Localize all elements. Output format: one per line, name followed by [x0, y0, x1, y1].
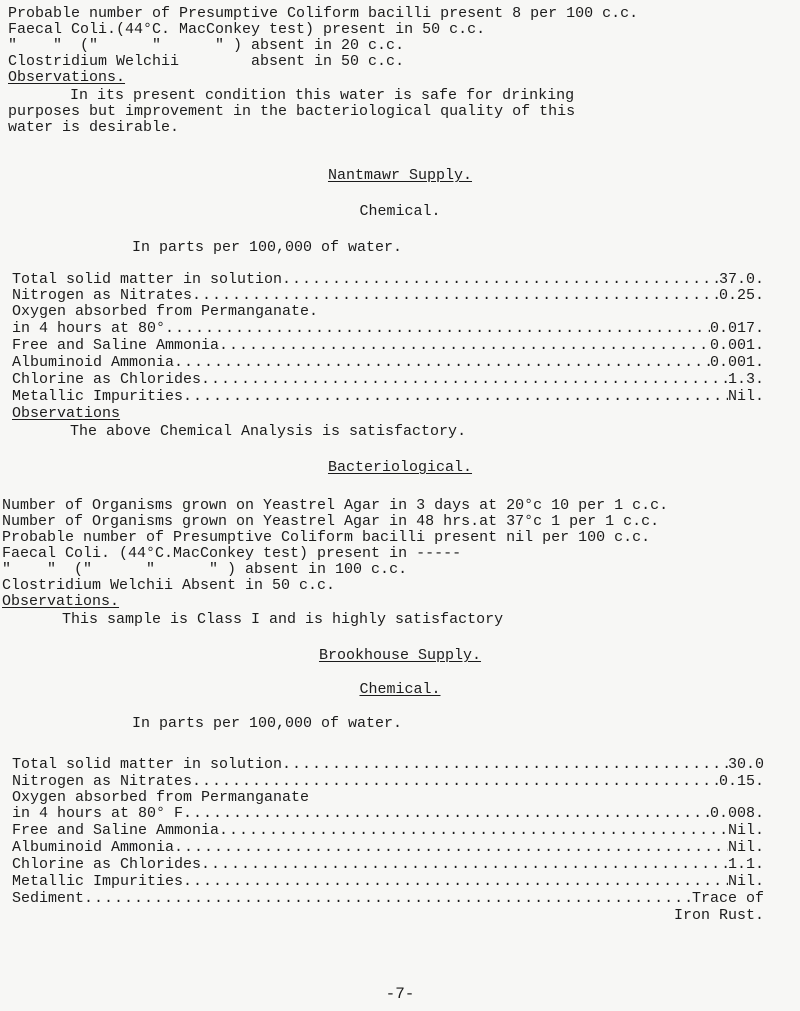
page-number: -7-	[385, 985, 415, 1003]
row-value: 0.001.	[709, 337, 764, 354]
faecal-coli-present-line: Faecal Coli.(44°C. MacConkey test) present in 50 c.c.	[8, 21, 486, 38]
bact-line-3: Probable number of Presumptive Coliform bacilli present nil per 100 c.c.	[2, 529, 651, 546]
leader-dots	[201, 857, 728, 873]
row-value: Nil.	[727, 873, 764, 890]
leader-dots	[192, 774, 719, 790]
leader-dots	[219, 338, 710, 354]
row-label: Nitrogen as Nitrates	[12, 773, 193, 790]
faecal-coli-absent-line: " " (" " " ) absent in 20 c.c.	[8, 37, 405, 54]
row-value: 0.017.	[709, 320, 764, 337]
row-value: 37.0.	[718, 271, 764, 288]
leader-dots	[219, 823, 728, 839]
leader-dots	[183, 389, 728, 405]
row-value: Trace of	[691, 890, 764, 907]
observations-heading: Observations.	[8, 69, 126, 86]
nantmawr-row	[12, 355, 764, 371]
brookhouse-row	[12, 857, 764, 873]
bact-observation-text: This sample is Class I and is highly satisfactory	[62, 611, 504, 628]
leader-dots	[201, 372, 728, 388]
coliform-line: Probable number of Presumptive Coliform bacilli present 8 per 100 c.c.	[8, 5, 639, 22]
brookhouse-row	[12, 806, 764, 822]
leader-dots	[84, 891, 692, 907]
leader-dots	[183, 806, 710, 822]
brookhouse-row	[12, 874, 764, 890]
leader-dots	[282, 757, 728, 773]
bact-line-4: Faecal Coli. (44°C.MacConkey test) present in -----	[2, 545, 462, 562]
observation-text-3: water is desirable.	[8, 119, 180, 136]
row-label: Total solid matter in solution	[12, 271, 283, 288]
bact-line-6: Clostridium Welchii Absent in 50 c.c.	[2, 577, 336, 594]
brookhouse-title: Brookhouse Supply.	[318, 647, 482, 664]
bacteriological-heading: Bacteriological.	[327, 459, 473, 476]
row-label: Chlorine as Chlorides	[12, 371, 202, 388]
row-label: Sediment	[12, 890, 85, 907]
bact-line-1: Number of Organisms grown on Yeastrel Agar in 3 days at 20°c 10 per 1 c.c.	[2, 497, 669, 514]
row-label: in 4 hours at 80° F	[12, 805, 184, 822]
row-value: 0.25.	[718, 287, 764, 304]
row-value: 0.008.	[709, 805, 764, 822]
brookhouse-row	[12, 757, 764, 773]
leader-dots	[165, 321, 710, 337]
nantmawr-chemical-heading: Chemical.	[359, 203, 441, 220]
row-label: Metallic Impurities	[12, 873, 184, 890]
leader-dots	[192, 288, 719, 304]
leader-dots	[282, 272, 719, 288]
row-label: Albuminoid Ammonia	[12, 839, 175, 856]
row-label: Total solid matter in solution	[12, 756, 283, 773]
clostridium-line: Clostridium Welchii absent in 50 c.c.	[8, 53, 405, 70]
brookhouse-row	[12, 891, 764, 907]
nantmawr-observations-heading: Observations	[12, 405, 121, 422]
nantmawr-row	[12, 372, 764, 388]
row-value: 30.0	[727, 756, 764, 773]
row-value: 0.15.	[718, 773, 764, 790]
row-label: Chlorine as Chlorides	[12, 856, 202, 873]
nantmawr-row	[12, 321, 764, 337]
leader-dots	[183, 874, 728, 890]
observation-text-2: purposes but improvement in the bacteriological quality of this	[8, 103, 576, 120]
sediment-continuation: Iron Rust.	[674, 907, 765, 924]
row-label: Nitrogen as Nitrates	[12, 287, 193, 304]
row-value: Nil.	[727, 822, 764, 839]
nantmawr-row	[12, 288, 764, 304]
bact-observations-heading: Observations.	[2, 593, 120, 610]
row-label: Albuminoid Ammonia	[12, 354, 175, 371]
brookhouse-row	[12, 840, 764, 856]
bact-line-2: Number of Organisms grown on Yeastrel Agar in 48 hrs.at 37°c 1 per 1 c.c.	[2, 513, 660, 530]
row-label: Metallic Impurities	[12, 388, 184, 405]
nantmawr-row	[12, 389, 764, 405]
nantmawr-row	[12, 338, 764, 354]
nantmawr-row	[12, 272, 764, 288]
brookhouse-chemical-heading: Chemical.	[359, 681, 441, 698]
row-value: 1.1.	[727, 856, 764, 873]
brookhouse-row	[12, 774, 764, 790]
row-label: Free and Saline Ammonia	[12, 337, 220, 354]
nantmawr-row-label: Oxygen absorbed from Permanganate.	[12, 303, 319, 320]
leader-dots	[174, 355, 710, 371]
row-label: in 4 hours at 80°	[12, 320, 166, 337]
nantmawr-observation-text: The above Chemical Analysis is satisfactory.	[70, 423, 467, 440]
row-value: Nil.	[727, 839, 764, 856]
brookhouse-parts-note: In parts per 100,000 of water.	[132, 715, 403, 732]
leader-dots	[174, 840, 728, 856]
row-value: 0.001.	[709, 354, 764, 371]
brookhouse-row-label: Oxygen absorbed from Permanganate	[12, 789, 310, 806]
brookhouse-row	[12, 823, 764, 839]
nantmawr-parts-note: In parts per 100,000 of water.	[132, 239, 403, 256]
bact-line-5: " " (" " " ) absent in 100 c.c.	[2, 561, 408, 578]
row-value: Nil.	[727, 388, 764, 405]
nantmawr-title: Nantmawr Supply.	[327, 167, 473, 184]
observation-text-1: In its present condition this water is safe for drinking	[70, 87, 575, 104]
row-label: Free and Saline Ammonia	[12, 822, 220, 839]
row-value: 1.3.	[727, 371, 764, 388]
